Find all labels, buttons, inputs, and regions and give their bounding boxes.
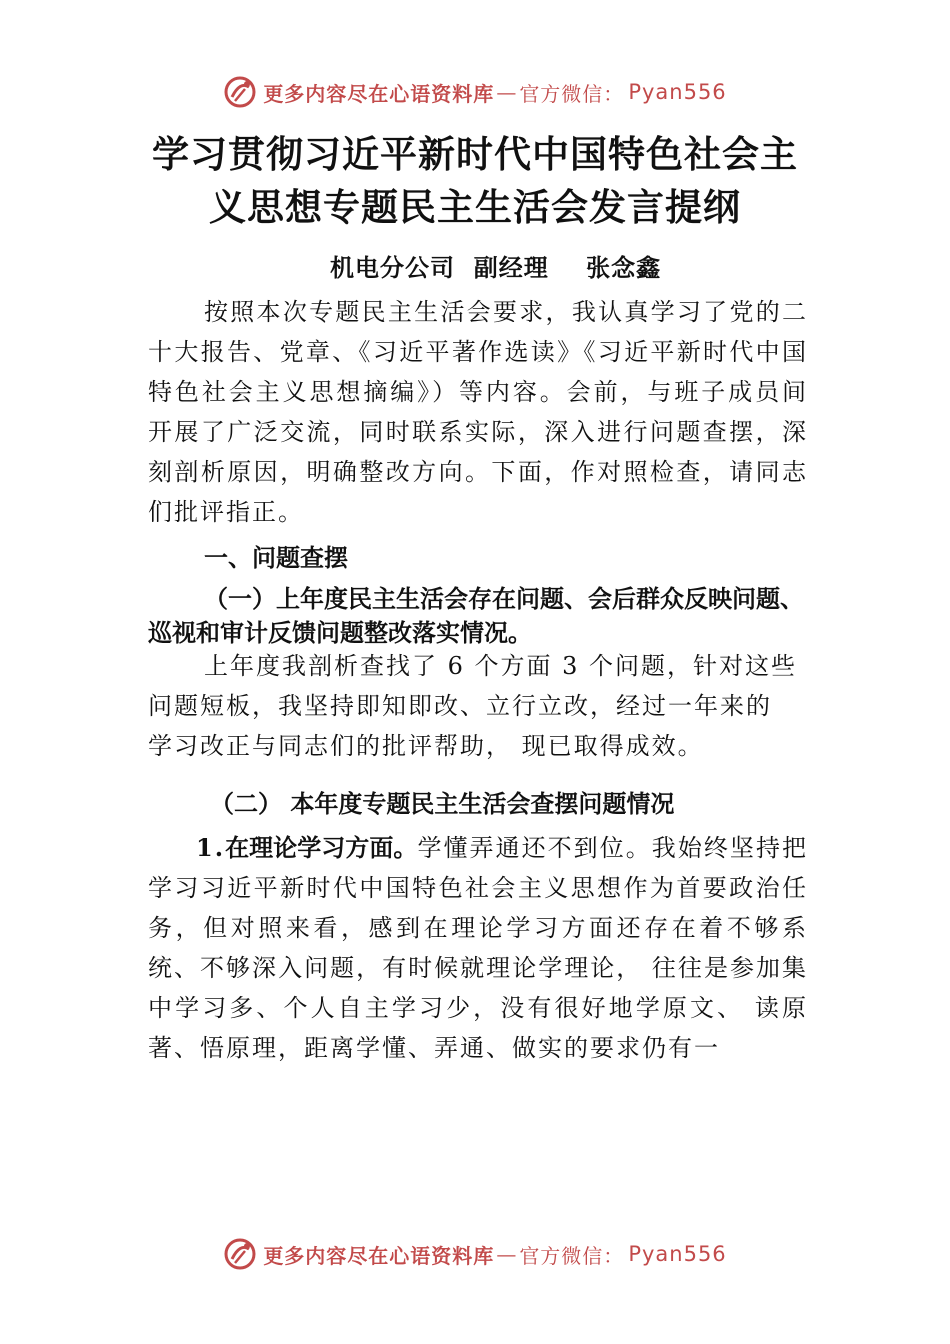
subsection-1-body — [148, 646, 808, 766]
intro-block — [148, 292, 808, 532]
section-heading-problems: 一、问题查摆 — [204, 544, 348, 572]
point-1-paragraph — [148, 828, 808, 1068]
point-1-text: 学懂弄通还不到位。我始终坚持把学习习近平新时代中国特色社会主义思想作为首要政治任务，但对照来看，感到在理论学习方面还存在着不够系统、不够深入问题，有时候就理论学理论， 往往是参加集中学习多、个人自主学习少，没有很好地学原文、 读原著、悟原理，距离学懂、弄通、做实的要求仍有一 — [148, 834, 809, 1062]
subsection-heading-1: （一）上年度民主生活会存在问题、会后群众反映问题、巡视和审计反馈问题整改落实情况。 — [148, 585, 804, 647]
watermark-footer — [0, 1234, 950, 1274]
watermark-id: Pyan556 — [628, 1242, 727, 1266]
watermark-text: 更多内容尽在心语资料库 — [263, 81, 495, 106]
watermark-text: 更多内容尽在心语资料库 — [263, 1243, 495, 1268]
brand-logo-icon — [223, 1237, 257, 1271]
document-title — [100, 128, 850, 234]
brand-logo-icon — [223, 75, 257, 109]
sub1-line-3: 学习改正与同志们的批评帮助， 现已取得成效。 — [148, 732, 704, 760]
watermark-header — [0, 72, 950, 112]
point-1-lead: 在理论学习方面。 — [225, 834, 418, 862]
watermark-separator: — — [496, 80, 518, 104]
watermark-label: 官方微信： — [519, 81, 625, 106]
point-1-number: 1. — [196, 833, 226, 862]
watermark-separator: — — [496, 1242, 518, 1266]
watermark-label: 官方微信： — [519, 1243, 625, 1268]
intro-paragraph: 按照本次专题民主生活会要求，我认真学习了党的二十大报告、党章、《习近平著作选读》《习近平新时代中国特色社会主义思想摘编》）等内容。会前，与班子成员间开展了广泛交流，同时联系实际，深入进行问题查摆，深刻剖析原因，明确整改方向。下面，作对照检查，请同志们批评指正。 — [148, 298, 808, 526]
author-byline: 机电分公司 副经理 张念鑫 — [330, 254, 662, 282]
sub1-line-2: 问题短板，我坚持即知即改、立行立改，经过一年来的 — [148, 692, 772, 720]
subsection-1-paragraph — [148, 646, 808, 766]
watermark-id: Pyan556 — [628, 80, 727, 104]
sub1-line-1: 上年度我剖析查找了 6 个方面 3 个问题，针对这些 — [204, 652, 798, 680]
title-line-1: 学习贯彻习近平新时代中国特色社会主 — [152, 132, 798, 176]
subsection-heading-2: （二） 本年度专题民主生活会查摆问题情况 — [210, 790, 675, 818]
point-1-block — [148, 828, 808, 1068]
title-line-2: 义思想专题民主生活会发言提纲 — [209, 185, 741, 229]
